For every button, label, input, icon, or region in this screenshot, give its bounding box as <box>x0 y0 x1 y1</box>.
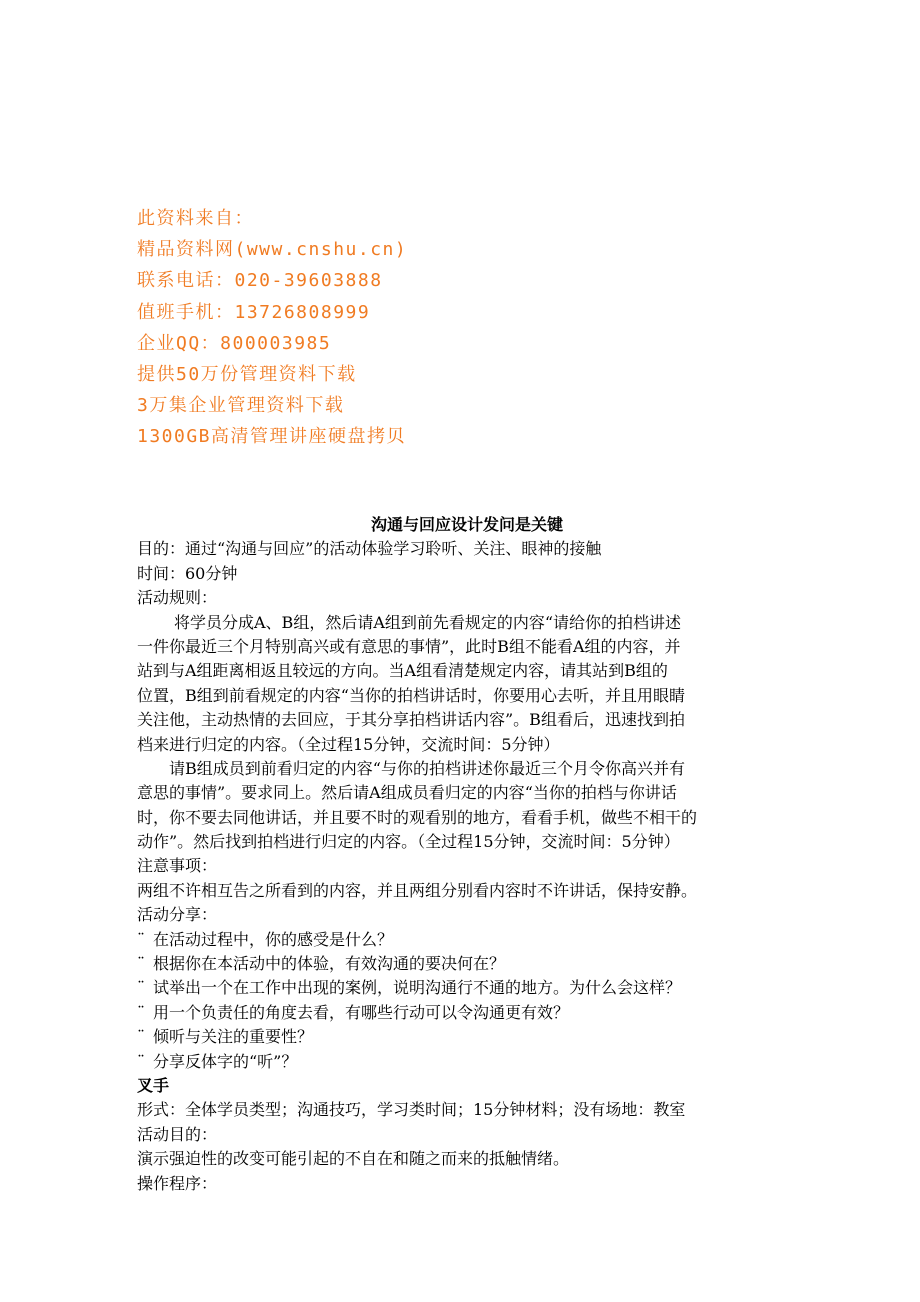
share-item-text: 在活动过程中，你的感受是什么？ <box>153 929 394 949</box>
rules-paragraph-2-line: 时，你不要去同他讲话，并且要不时的观看别的地方，看看手机，做些不相干的 <box>137 807 698 827</box>
form-line: 形式：全体学员类型；沟通技巧，学习类时间；15分钟材料；没有场地：教室 <box>137 1100 686 1120</box>
ad-line-phone: 联系电话：020-39603888 <box>137 270 383 292</box>
ad-line-offer-3: 1300GB高清管理讲座硬盘拷贝 <box>137 426 407 448</box>
share-item-text: 用一个负责任的角度去看，有哪些行动可以令沟通更有效？ <box>153 1002 570 1022</box>
goal-label: 活动目的： <box>137 1124 218 1144</box>
source-ad-block <box>137 203 407 453</box>
rules-paragraph-2-line: 请B组成员到前看归定的内容“与你的拍档讲述你最近三个月令你高兴并有 <box>169 758 685 778</box>
share-list-item <box>137 1050 797 1074</box>
purpose-line: 目的：通过“沟通与回应”的活动体验学习聆听、关注、眼神的接触 <box>137 539 602 559</box>
ad-line-source: 此资料来自： <box>137 208 254 229</box>
bullet-marker: ¨ <box>137 954 145 974</box>
bullet-marker: ¨ <box>137 929 145 949</box>
ad-line-qq: 企业QQ：800003985 <box>137 332 332 354</box>
bullet-marker: ¨ <box>137 1051 145 1071</box>
ad-line-website: 精品资料网(www.cnshu.cn) <box>137 239 408 261</box>
section-2-title: 叉手 <box>137 1075 170 1095</box>
share-list-item <box>137 928 797 952</box>
bullet-marker: ¨ <box>137 1002 145 1022</box>
share-item-text: 分享反体字的“听”？ <box>153 1051 298 1071</box>
ad-line-offer-2: 3万集企业管理资料下载 <box>137 395 345 417</box>
share-label: 活动分享： <box>137 905 218 925</box>
goal-text: 演示强迫性的改变可能引起的不自在和随之而来的抵触情绪。 <box>137 1149 570 1169</box>
share-list-item <box>137 1001 797 1025</box>
rules-paragraph-1-line: 将学员分成A、B组，然后请A组到前先看规定的内容“请给你的拍档讲述 <box>174 612 682 632</box>
share-list-item <box>137 952 797 976</box>
share-item-text: 倾听与关注的重要性？ <box>153 1027 314 1047</box>
rules-paragraph-1-line: 档来进行归定的内容。（全过程15分钟，交流时间：5分钟） <box>137 734 560 754</box>
rules-paragraph-1-line: 一件你最近三个月特别高兴或有意思的事情”，此时B组不能看A组的内容，并 <box>137 636 681 656</box>
time-line: 时间：60分钟 <box>137 563 238 583</box>
rules-paragraph-1-line: 关注他，主动热情的去回应，于其分享拍档讲话内容”。B组看后，迅速找到拍 <box>137 710 685 730</box>
notes-label: 注意事项： <box>137 856 218 876</box>
rules-paragraph-2-line: 意思的事情”。要求同上。然后请A组成员看归定的内容“当你的拍档与你讲话 <box>137 783 677 803</box>
document-title: 沟通与回应设计发问是关键 <box>370 515 563 534</box>
procedure-label: 操作程序： <box>137 1173 218 1193</box>
share-list-item <box>137 976 797 1000</box>
rules-paragraph-1-line: 位置，B组到前看规定的内容“当你的拍档讲话时，你要用心去听，并且用眼睛 <box>137 685 685 705</box>
bullet-marker: ¨ <box>137 978 145 998</box>
ad-line-offer-1: 提供50万份管理资料下载 <box>137 363 357 385</box>
rules-paragraph-2-line: 动作”。然后找到拍档进行归定的内容。（全过程15分钟，交流时间：5分钟） <box>137 832 680 852</box>
document-body <box>137 513 797 1196</box>
ad-line-mobile: 值班手机：13726808999 <box>137 301 371 323</box>
notes-text: 两组不许相互告之所看到的内容，并且两组分别看内容时不许讲话，保持安静。 <box>137 880 698 900</box>
rules-label: 活动规则： <box>137 588 218 608</box>
rules-paragraph-1-line: 站到与A组距离相返且较远的方向。当A组看清楚规定内容，请其站到B组的 <box>137 661 668 681</box>
share-item-text: 根据你在本活动中的体验，有效沟通的要决何在？ <box>153 954 506 974</box>
share-item-text: 试举出一个在工作中出现的案例，说明沟通行不通的地方。为什么会这样？ <box>153 978 682 998</box>
bullet-marker: ¨ <box>137 1027 145 1047</box>
share-list-item <box>137 1025 797 1049</box>
